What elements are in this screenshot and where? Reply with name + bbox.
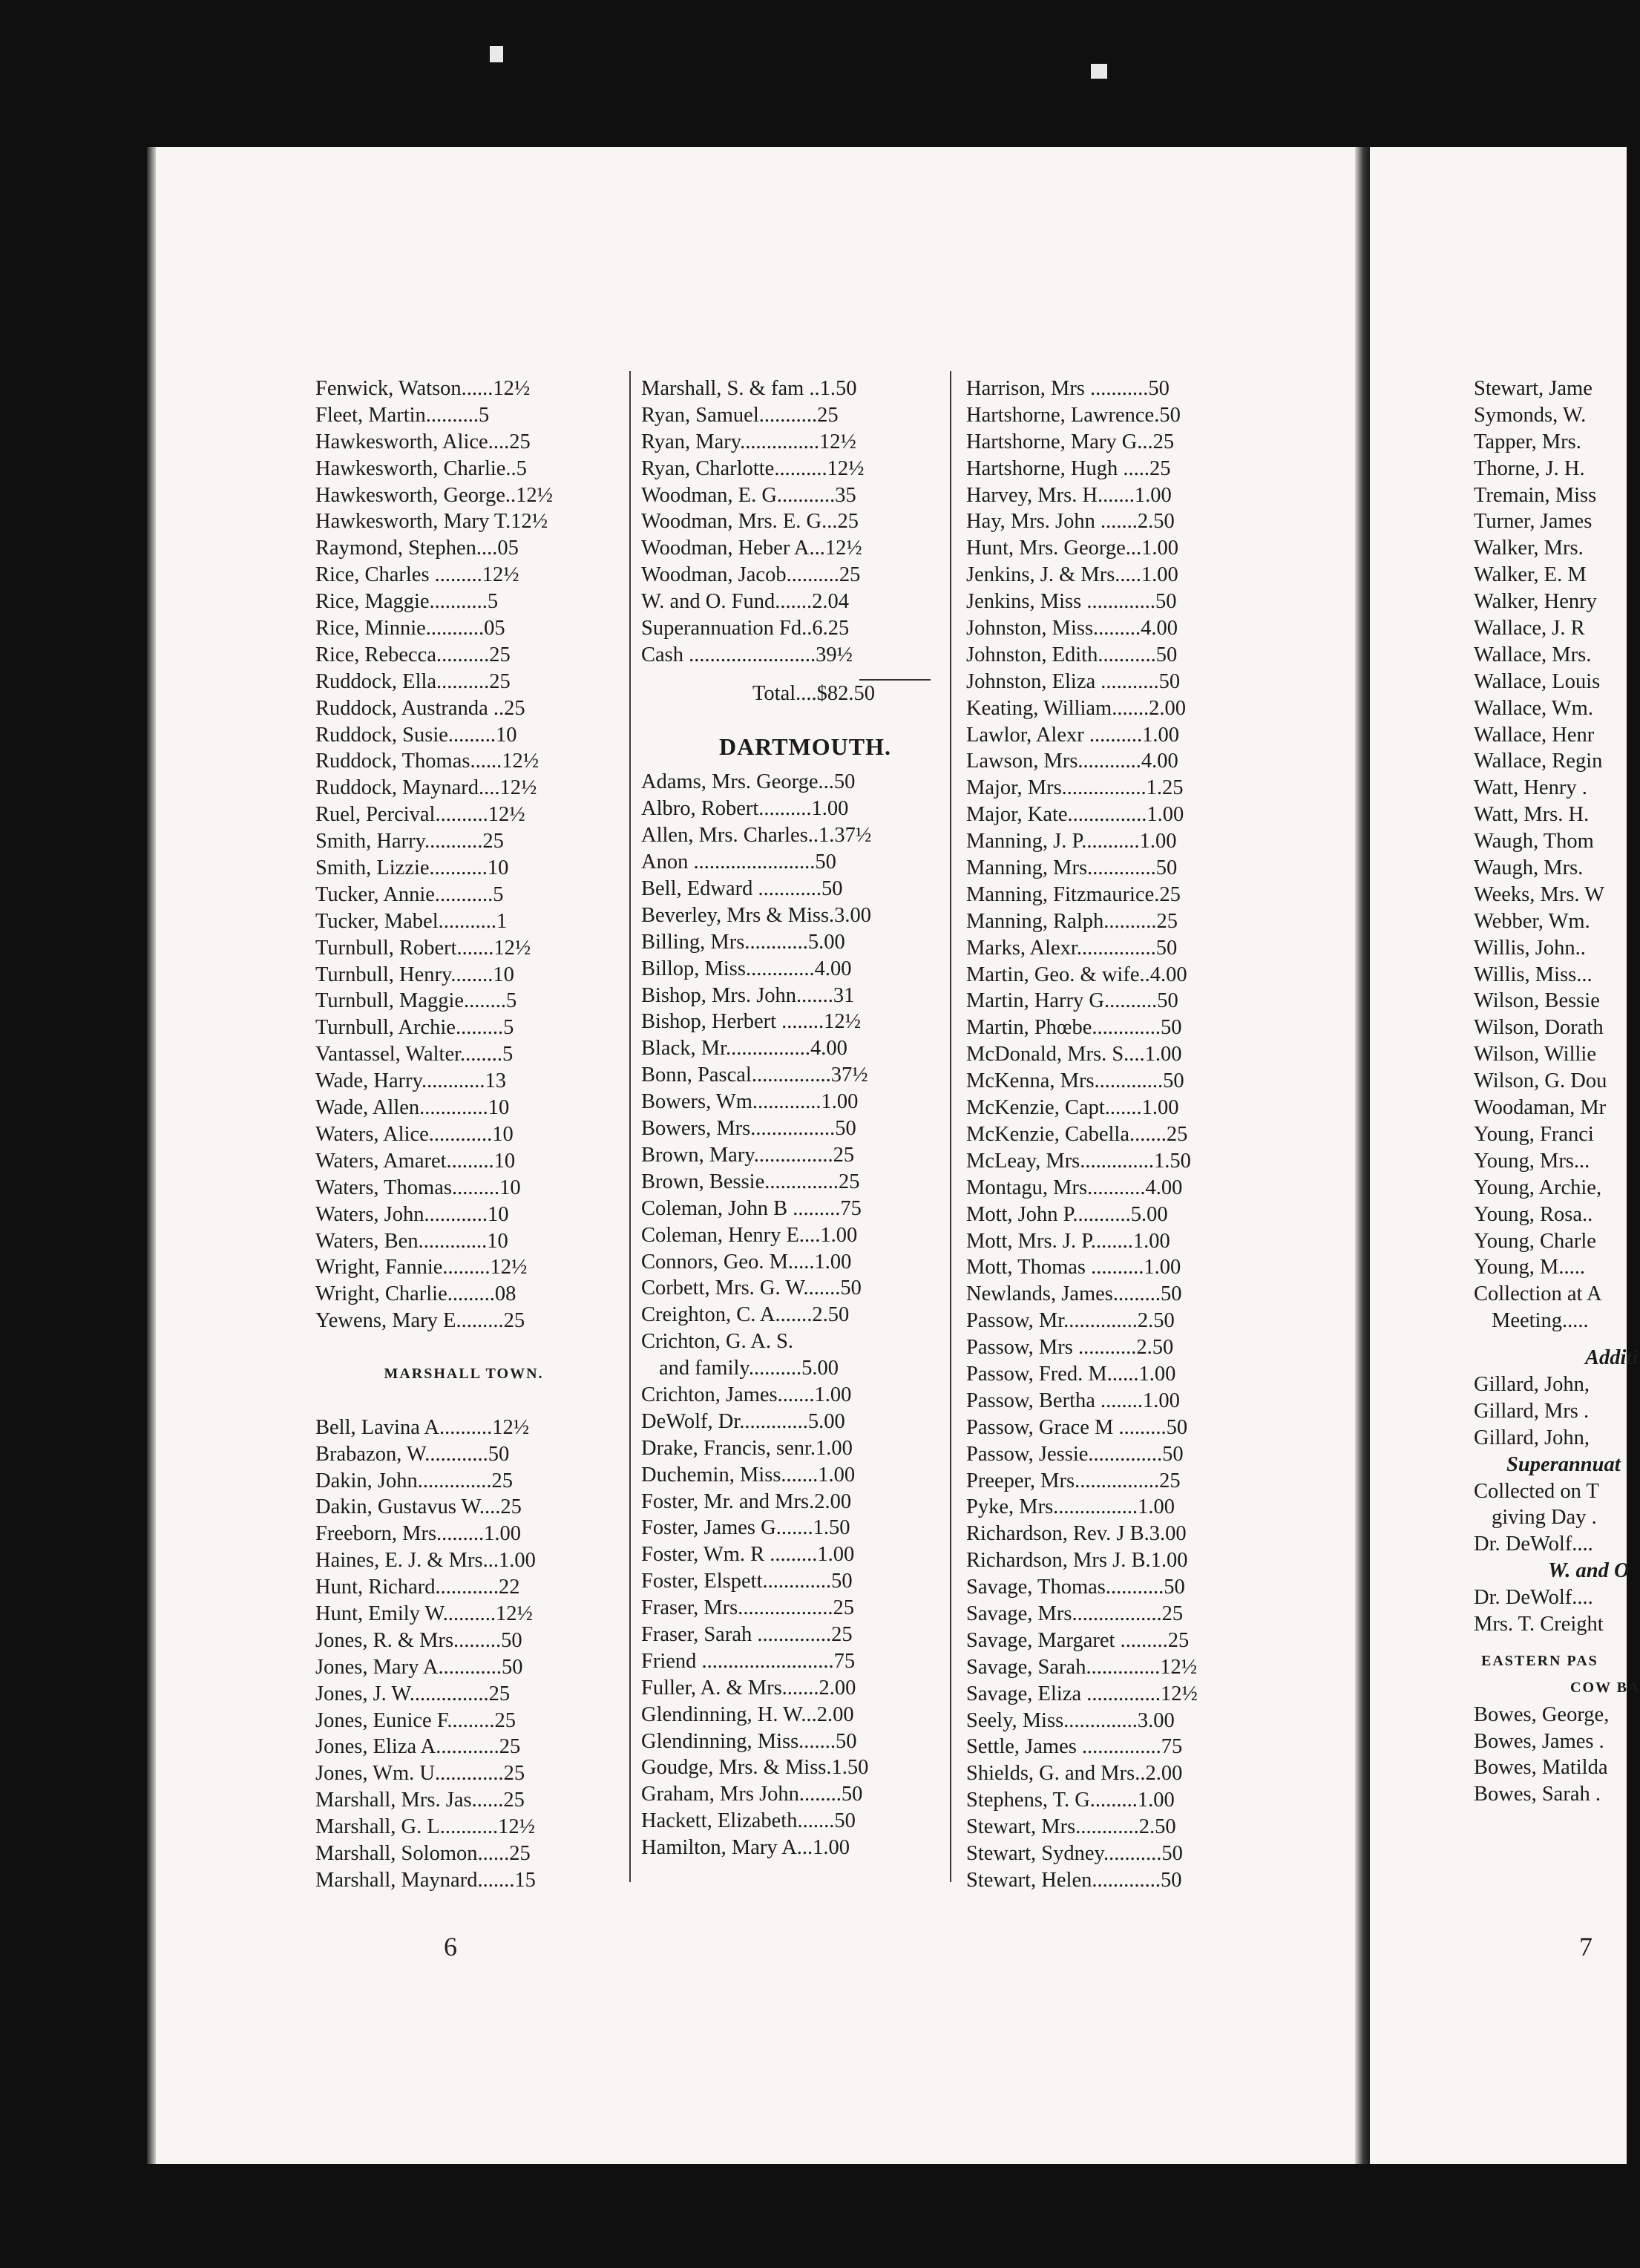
- list-entry: Willis, John..: [1474, 936, 1586, 960]
- section-heading: Superannuat: [1506, 1452, 1621, 1476]
- list-entry: Lawson, Mrs............4.00: [966, 750, 1178, 773]
- list-entry: Newlands, James.........50: [966, 1282, 1182, 1306]
- list-entry: Bishop, Herbert ........12½: [641, 1010, 862, 1034]
- list-entry: McKenzie, Capt.......1.00: [966, 1096, 1179, 1120]
- list-entry: Passow, Grace M .........50: [966, 1415, 1188, 1439]
- list-entry: Jenkins, Miss .............50: [966, 590, 1177, 614]
- list-entry: Woodaman, Mr: [1474, 1096, 1607, 1120]
- list-entry: Hay, Mrs. John .......2.50: [966, 510, 1175, 534]
- list-entry: Harvey, Mrs. H.......1.00: [966, 483, 1172, 507]
- list-entry: Wallace, Mrs.: [1474, 643, 1592, 666]
- list-entry: Manning, Fitzmaurice.25: [966, 882, 1181, 906]
- list-entry: Smith, Lizzie...........10: [315, 856, 509, 880]
- list-entry: Anon .......................50: [641, 850, 836, 874]
- column-b: [641, 376, 969, 1861]
- list-entry: Fenwick, Watson......12½: [315, 377, 531, 400]
- list-entry: Meeting.....: [1492, 1309, 1589, 1333]
- list-entry: Rice, Maggie...........5: [315, 590, 499, 614]
- list-entry: Billop, Miss.............4.00: [641, 957, 852, 980]
- list-entry: Webber, Wm.: [1474, 909, 1590, 933]
- list-entry: Creighton, C. A.......2.50: [641, 1303, 850, 1327]
- column-c: [966, 376, 1263, 1894]
- list-entry: Watt, Mrs. H.: [1474, 803, 1590, 827]
- total-line: Total....$82.50: [752, 681, 876, 705]
- list-entry: Montagu, Mrs...........4.00: [966, 1176, 1183, 1199]
- list-entry: Dakin, John..............25: [315, 1469, 513, 1492]
- list-entry: Watt, Henry .: [1474, 776, 1587, 800]
- section-heading: COW BA: [1570, 1679, 1640, 1696]
- list-entry: Cash ........................39½: [641, 643, 853, 666]
- list-entry: Waugh, Thom: [1474, 830, 1594, 853]
- list-entry: Brabazon, W............50: [315, 1442, 510, 1466]
- list-entry: Ruddock, Thomas......12½: [315, 750, 539, 773]
- list-entry: Turnbull, Archie.........5: [315, 1016, 514, 1040]
- list-entry: Waters, Thomas.........10: [315, 1176, 521, 1199]
- list-entry: Ryan, Charlotte..........12½: [641, 456, 865, 480]
- list-entry: McKenna, Mrs.............50: [966, 1069, 1184, 1093]
- list-entry: Gillard, Mrs .: [1474, 1399, 1590, 1423]
- subscriber-list: [1474, 1584, 1627, 1638]
- list-entry: Dr. DeWolf....: [1474, 1586, 1593, 1610]
- list-entry: Wallace, Henr: [1474, 723, 1595, 747]
- list-entry: Tucker, Mabel...........1: [315, 909, 508, 933]
- list-entry: Hackett, Elizabeth.......50: [641, 1809, 856, 1833]
- list-entry: Major, Mrs................1.25: [966, 776, 1184, 800]
- list-entry: Bowes, George,: [1474, 1702, 1610, 1726]
- list-entry: Wilson, G. Dou: [1474, 1069, 1607, 1093]
- list-entry: Hartshorne, Hugh .....25: [966, 456, 1171, 480]
- list-entry: Crichton, James.......1.00: [641, 1383, 852, 1406]
- list-entry: Settle, James ...............75: [966, 1735, 1183, 1759]
- list-entry: Bowers, Wm.............1.00: [641, 1090, 859, 1114]
- list-entry: Fraser, Sarah ..............25: [641, 1622, 853, 1646]
- list-entry: Jones, Wm. U.............25: [315, 1762, 525, 1786]
- list-entry: Stephens, T. G.........1.00: [966, 1789, 1175, 1812]
- list-entry: Woodman, Mrs. E. G...25: [641, 510, 859, 534]
- list-entry: Passow, Mr..............2.50: [966, 1309, 1175, 1333]
- list-entry: Symonds, W.: [1474, 403, 1587, 427]
- list-entry: Dr. DeWolf....: [1474, 1533, 1593, 1556]
- list-entry: Waters, Amaret.........10: [315, 1149, 516, 1173]
- list-entry: Passow, Bertha ........1.00: [966, 1389, 1180, 1412]
- list-entry: Jones, Eliza A............25: [315, 1735, 521, 1759]
- page-number: 7: [1579, 1932, 1593, 1961]
- list-entry: Ruddock, Ella..........25: [315, 669, 511, 693]
- list-entry: Mott, John P...........5.00: [966, 1202, 1168, 1226]
- list-entry: Young, Archie,: [1474, 1176, 1602, 1199]
- subscriber-list: [641, 769, 969, 1861]
- list-entry: Marks, Alexr...............50: [966, 936, 1178, 960]
- list-entry: Passow, Fred. M......1.00: [966, 1362, 1176, 1386]
- list-entry: Friend .........................75: [641, 1649, 856, 1673]
- list-entry: Savage, Eliza ..............12½: [966, 1682, 1198, 1705]
- list-entry: Bell, Edward ............50: [641, 877, 843, 901]
- list-entry: Turnbull, Henry........10: [315, 963, 514, 986]
- dust-speck: [490, 46, 503, 62]
- list-entry: Hartshorne, Mary G...25: [966, 430, 1175, 453]
- list-entry: Billing, Mrs............5.00: [641, 930, 845, 954]
- page-number: 6: [444, 1932, 457, 1961]
- list-entry: Turner, James: [1474, 510, 1593, 534]
- subscriber-list: [1474, 376, 1627, 1334]
- list-entry: Keating, William.......2.00: [966, 696, 1186, 720]
- list-entry: Willis, Miss...: [1474, 963, 1593, 986]
- list-entry: Lawlor, Alexr ..........1.00: [966, 723, 1179, 747]
- list-entry: Wade, Harry............13: [315, 1069, 507, 1093]
- list-entry: Brown, Mary...............25: [641, 1143, 855, 1167]
- list-entry: Marshall, Maynard.......15: [315, 1868, 536, 1892]
- list-entry: Waters, Alice............10: [315, 1122, 514, 1146]
- subscriber-list: [641, 376, 969, 669]
- list-entry: Bowers, Mrs................50: [641, 1117, 856, 1141]
- section-heading: MARSHALL TOWN.: [384, 1365, 544, 1382]
- list-entry: Bowes, Matilda: [1474, 1756, 1608, 1780]
- subscriber-list: [315, 376, 612, 1334]
- list-entry: Rice, Minnie...........05: [315, 617, 505, 640]
- list-entry: Crichton, G. A. S.: [641, 1330, 794, 1354]
- list-entry: Fleet, Martin..........5: [315, 403, 490, 427]
- list-entry: Savage, Thomas...........50: [966, 1576, 1185, 1599]
- list-entry: Johnston, Edith...........50: [966, 643, 1178, 666]
- list-entry: Hunt, Mrs. George...1.00: [966, 537, 1179, 560]
- list-entry: Passow, Mrs ...........2.50: [966, 1336, 1174, 1360]
- list-entry: McDonald, Mrs. S....1.00: [966, 1043, 1182, 1066]
- book-gutter: [1355, 147, 1370, 2164]
- list-entry: Woodman, E. G...........35: [641, 483, 856, 507]
- list-entry: Hunt, Richard............22: [315, 1576, 520, 1599]
- list-entry: Stewart, Sydney...........50: [966, 1841, 1183, 1865]
- list-entry: Mott, Thomas ..........1.00: [966, 1256, 1181, 1279]
- list-entry: Haines, E. J. & Mrs...1.00: [315, 1549, 536, 1573]
- list-entry: Waugh, Mrs.: [1474, 856, 1584, 880]
- list-entry: Jones, J. W...............25: [315, 1682, 511, 1705]
- list-entry: Hawkesworth, Alice....25: [315, 430, 531, 453]
- list-entry: Freeborn, Mrs.........1.00: [315, 1522, 522, 1546]
- list-entry: Walker, E. M: [1474, 563, 1587, 587]
- list-entry: Bowes, Sarah .: [1474, 1783, 1601, 1806]
- list-entry: Coleman, Henry E....1.00: [641, 1223, 858, 1247]
- list-entry: Jenkins, J. & Mrs.....1.00: [966, 563, 1178, 587]
- list-entry: Tucker, Annie...........5: [315, 882, 504, 906]
- list-entry: Wright, Charlie.........08: [315, 1282, 516, 1306]
- column-d: [1474, 376, 1640, 1808]
- list-entry: Allen, Mrs. Charles..1.37½: [641, 824, 872, 848]
- list-entry: Collection at A: [1474, 1282, 1602, 1306]
- list-entry: Wallace, Louis: [1474, 669, 1601, 693]
- list-entry: Hawkesworth, Mary T.12½: [315, 510, 548, 534]
- section-heading: Additi: [1585, 1346, 1639, 1370]
- list-entry: Raymond, Stephen....05: [315, 537, 519, 560]
- list-entry: Passow, Jessie..............50: [966, 1442, 1184, 1466]
- list-entry: McLeay, Mrs..............1.50: [966, 1149, 1191, 1173]
- list-entry: Ryan, Mary...............12½: [641, 430, 856, 453]
- list-entry: Ryan, Samuel...........25: [641, 403, 839, 427]
- list-entry: Gillard, John,: [1474, 1426, 1590, 1449]
- list-entry: Young, Franci: [1474, 1122, 1594, 1146]
- list-entry: Jones, Mary A............50: [315, 1655, 523, 1679]
- list-entry: Johnston, Miss.........4.00: [966, 617, 1178, 640]
- list-entry: Black, Mr................4.00: [641, 1037, 847, 1061]
- section-heading: DARTMOUTH.: [719, 732, 891, 760]
- list-entry: Major, Kate...............1.00: [966, 803, 1184, 827]
- list-entry: Weeks, Mrs. W: [1474, 882, 1605, 906]
- list-entry: Wallace, Regin: [1474, 750, 1603, 773]
- list-entry: Wilson, Dorath: [1474, 1016, 1604, 1040]
- list-entry: Yewens, Mary E.........25: [315, 1309, 525, 1333]
- list-entry: Marshall, S. & fam ..1.50: [641, 377, 857, 400]
- list-entry: Savage, Margaret .........25: [966, 1628, 1190, 1652]
- list-entry: Martin, Phœbe.............50: [966, 1016, 1182, 1040]
- list-entry: Glendinning, H. W...2.00: [641, 1702, 854, 1726]
- list-entry: Woodman, Jacob..........25: [641, 563, 861, 587]
- list-entry: Richardson, Mrs J. B.1.00: [966, 1549, 1188, 1573]
- list-entry: Coleman, John B .........75: [641, 1196, 862, 1220]
- subscriber-list: [1474, 1478, 1627, 1559]
- list-entry: Foster, Elspett.............50: [641, 1570, 853, 1593]
- column-rule: [629, 371, 631, 1882]
- list-entry: Martin, Harry G..........50: [966, 989, 1178, 1013]
- list-entry: Manning, J. P...........1.00: [966, 830, 1177, 853]
- list-entry: Ruddock, Maynard....12½: [315, 776, 537, 800]
- list-entry: Jones, R. & Mrs.........50: [315, 1628, 522, 1652]
- list-entry: Martin, Geo. & wife..4.00: [966, 963, 1187, 986]
- list-entry: Ruddock, Austranda ..25: [315, 696, 525, 720]
- list-entry: Young, Charle: [1474, 1229, 1596, 1253]
- page-edge-shadow: [147, 147, 156, 2164]
- list-entry: Richardson, Rev. J B.3.00: [966, 1522, 1187, 1546]
- list-entry: Corbett, Mrs. G. W.......50: [641, 1276, 862, 1300]
- list-entry: Wade, Allen.............10: [315, 1096, 510, 1120]
- list-entry: Drake, Francis, senr.1.00: [641, 1436, 853, 1460]
- list-entry: Ruel, Percival..........12½: [315, 803, 525, 827]
- subscriber-list: [966, 376, 1263, 1894]
- list-entry: Gillard, John,: [1474, 1372, 1590, 1396]
- list-entry: Smith, Harry...........25: [315, 830, 504, 853]
- list-entry: Hunt, Emily W..........12½: [315, 1602, 533, 1625]
- list-entry: Beverley, Mrs & Miss.3.00: [641, 903, 872, 927]
- list-entry: Marshall, G. L...........12½: [315, 1815, 536, 1839]
- list-entry: Hawkesworth, Charlie..5: [315, 456, 527, 480]
- list-entry: Waters, John............10: [315, 1202, 509, 1226]
- list-entry: Foster, Wm. R .........1.00: [641, 1543, 855, 1567]
- list-entry: Adams, Mrs. George...50: [641, 770, 856, 794]
- list-entry: Foster, Mr. and Mrs.2.00: [641, 1489, 852, 1513]
- list-entry: Savage, Mrs.................25: [966, 1602, 1184, 1625]
- list-entry: Marshall, Solomon......25: [315, 1841, 531, 1865]
- list-entry: Wilson, Bessie: [1474, 989, 1600, 1013]
- list-entry: Hawkesworth, George..12½: [315, 483, 554, 507]
- list-entry: Ruddock, Susie.........10: [315, 723, 517, 747]
- list-entry: Shields, G. and Mrs..2.00: [966, 1762, 1183, 1786]
- list-entry: Stewart, Jame: [1474, 377, 1593, 400]
- list-entry: Fraser, Mrs..................25: [641, 1596, 855, 1620]
- list-entry: Tremain, Miss: [1474, 483, 1597, 507]
- list-entry: Glendinning, Miss.......50: [641, 1729, 857, 1753]
- list-entry: Dakin, Gustavus W....25: [315, 1495, 522, 1519]
- list-entry: Mrs. T. Creight: [1474, 1612, 1604, 1636]
- list-entry: Wallace, J. R: [1474, 617, 1585, 640]
- list-entry: Albro, Robert..........1.00: [641, 797, 849, 821]
- dust-speck: [1091, 64, 1107, 79]
- column-a: [315, 376, 612, 1894]
- list-entry: Duchemin, Miss.......1.00: [641, 1463, 856, 1487]
- list-entry: Bell, Lavina A..........12½: [315, 1415, 530, 1439]
- list-entry: Walker, Henry: [1474, 590, 1597, 614]
- list-entry: Jones, Eunice F.........25: [315, 1708, 516, 1732]
- list-entry: Preeper, Mrs................25: [966, 1469, 1181, 1492]
- list-entry: Thorne, J. H.: [1474, 456, 1585, 480]
- list-entry: Hartshorne, Lawrence.50: [966, 403, 1181, 427]
- list-entry: Mott, Mrs. J. P........1.00: [966, 1229, 1170, 1253]
- list-entry: Harrison, Mrs ...........50: [966, 377, 1170, 400]
- list-entry: Bishop, Mrs. John.......31: [641, 983, 855, 1007]
- list-entry: Connors, Geo. M.....1.00: [641, 1250, 852, 1274]
- list-entry: Manning, Ralph..........25: [966, 909, 1178, 933]
- list-entry: Waters, Ben.............10: [315, 1229, 508, 1253]
- subscriber-list: [315, 1415, 612, 1894]
- list-entry: giving Day .: [1492, 1506, 1597, 1530]
- list-entry: W. and O. Fund.......2.04: [641, 590, 849, 614]
- list-entry: Turnbull, Maggie........5: [315, 989, 517, 1013]
- list-entry: Collected on T: [1474, 1479, 1599, 1503]
- section-heading: EASTERN PAS: [1481, 1652, 1598, 1669]
- list-entry: Rice, Rebecca..........25: [315, 643, 511, 666]
- list-entry: Tapper, Mrs.: [1474, 430, 1581, 453]
- list-entry: Walker, Mrs.: [1474, 537, 1584, 560]
- list-entry: Rice, Charles .........12½: [315, 563, 519, 587]
- list-entry: McKenzie, Cabella.......25: [966, 1122, 1188, 1146]
- list-entry: Manning, Mrs.............50: [966, 856, 1178, 880]
- list-entry: Graham, Mrs John........50: [641, 1783, 863, 1806]
- subscriber-list: [1474, 1702, 1627, 1809]
- list-entry: Pyke, Mrs................1.00: [966, 1495, 1175, 1519]
- list-entry: DeWolf, Dr.............5.00: [641, 1409, 845, 1433]
- list-entry: Marshall, Mrs. Jas......25: [315, 1789, 525, 1812]
- list-entry: Wilson, Willie: [1474, 1043, 1597, 1066]
- list-entry: Superannuation Fd..6.25: [641, 617, 850, 640]
- section-heading: W. and O: [1548, 1559, 1630, 1583]
- subscriber-list: [1474, 1371, 1627, 1452]
- list-entry: Fuller, A. & Mrs.......2.00: [641, 1676, 856, 1700]
- list-entry: Young, Mrs...: [1474, 1149, 1590, 1173]
- list-entry: Hamilton, Mary A...1.00: [641, 1836, 850, 1860]
- list-entry: Brown, Bessie..............25: [641, 1170, 860, 1193]
- list-entry: Johnston, Eliza ...........50: [966, 669, 1181, 693]
- list-entry: Seely, Miss..............3.00: [966, 1708, 1175, 1732]
- list-entry: Turnbull, Robert.......12½: [315, 936, 531, 960]
- list-entry: and family..........5.00: [659, 1357, 839, 1380]
- list-entry: Young, Rosa..: [1474, 1202, 1593, 1226]
- list-entry: Wallace, Wm.: [1474, 696, 1593, 720]
- list-entry: Foster, James G.......1.50: [641, 1516, 850, 1540]
- list-entry: Stewart, Mrs............2.50: [966, 1815, 1176, 1839]
- list-entry: Stewart, Helen.............50: [966, 1868, 1182, 1892]
- list-entry: Savage, Sarah..............12½: [966, 1655, 1198, 1679]
- list-entry: Bonn, Pascal...............37½: [641, 1063, 868, 1087]
- list-entry: Vantassel, Walter........5: [315, 1043, 514, 1066]
- list-entry: Wright, Fannie.........12½: [315, 1256, 528, 1279]
- list-entry: Woodman, Heber A...12½: [641, 537, 862, 560]
- list-entry: Young, M.....: [1474, 1256, 1585, 1279]
- list-entry: Goudge, Mrs. & Miss.1.50: [641, 1756, 869, 1780]
- list-entry: Bowes, James .: [1474, 1729, 1604, 1753]
